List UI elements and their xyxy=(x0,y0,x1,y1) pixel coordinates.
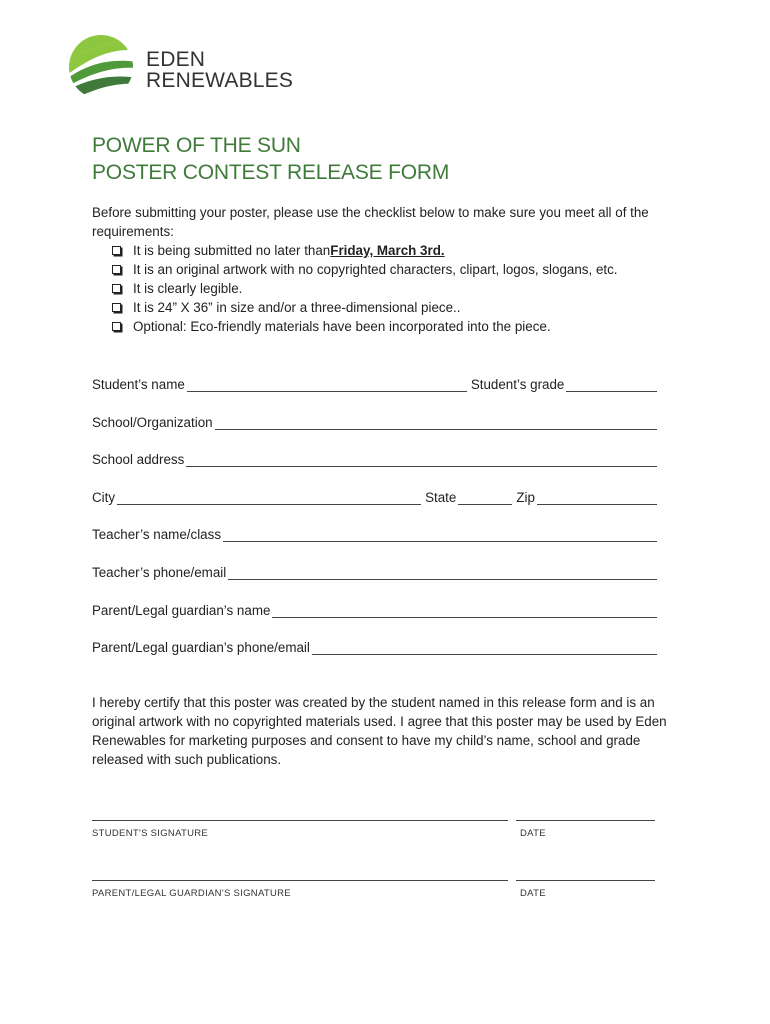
school-field[interactable] xyxy=(215,416,657,430)
form-fields xyxy=(92,373,657,674)
teacher-name-field[interactable] xyxy=(223,528,657,542)
title-line-2: POSTER CONTEST RELEASE FORM xyxy=(92,161,450,184)
checklist-item xyxy=(112,260,682,279)
teacher-name-row xyxy=(92,523,657,542)
checkbox-icon[interactable] xyxy=(112,246,121,255)
guardian-signature-field[interactable] xyxy=(92,880,508,881)
student-name-field[interactable] xyxy=(187,378,467,392)
leaf-sun-logo-icon xyxy=(68,34,138,100)
state-label: State xyxy=(425,489,457,505)
school-row xyxy=(92,411,657,430)
checklist-item-text: It is being submitted no later than xyxy=(133,243,331,258)
state-field[interactable] xyxy=(458,491,512,505)
intro-text: Before submitting your poster, please use the checklist below to make sure you meet all of the requirements: xyxy=(92,205,649,239)
teacher-contact-field[interactable] xyxy=(228,566,657,580)
guardian-contact-field[interactable] xyxy=(312,641,657,655)
student-grade-field[interactable] xyxy=(566,378,657,392)
guardian-name-row xyxy=(92,599,657,618)
city-field[interactable] xyxy=(117,491,421,505)
guardian-date-field[interactable] xyxy=(516,880,655,881)
school-label: School/Organization xyxy=(92,414,213,430)
checkbox-icon[interactable] xyxy=(112,284,121,293)
logo-line-2: RENEWABLES xyxy=(146,69,294,92)
checklist-item-text: It is 24” X 36” in size and/or a three-dimensional piece.. xyxy=(133,300,461,315)
intro-section xyxy=(92,203,682,336)
teacher-contact-row xyxy=(92,561,657,580)
teacher-name-label: Teacher’s name/class xyxy=(92,527,222,543)
title-line-1: POWER OF THE SUN xyxy=(92,134,301,157)
certification-paragraph: I hereby certify that this poster was created by the student named in this release form and is an original artwork with no copyrighted materials used. I agree that this poster may be used by Eden Renewables for marketing purposes and consent to have my child’s name, school and grade released with such publications. xyxy=(92,695,667,767)
requirements-checklist xyxy=(92,241,682,336)
checklist-item xyxy=(112,298,682,317)
checkbox-icon[interactable] xyxy=(112,322,121,331)
school-address-label: School address xyxy=(92,452,185,468)
city-row xyxy=(92,486,657,505)
checklist-item-text: It is an original artwork with no copyrighted characters, clipart, logos, slogans, etc. xyxy=(133,262,618,277)
checkbox-icon[interactable] xyxy=(112,303,121,312)
address-row xyxy=(92,448,657,467)
teacher-contact-label: Teacher’s phone/email xyxy=(92,564,227,580)
student-name-label: Student’s name xyxy=(92,377,185,392)
city-label: City xyxy=(92,489,116,505)
checklist-item-text: It is clearly legible. xyxy=(133,281,243,296)
student-row xyxy=(92,373,657,392)
guardian-name-label: Parent/Legal guardian’s name xyxy=(92,602,271,618)
student-date-field[interactable] xyxy=(516,820,655,821)
student-signature-field[interactable] xyxy=(92,820,508,821)
zip-field[interactable] xyxy=(537,491,657,505)
deadline-date: Friday, March 3rd. xyxy=(330,243,445,258)
guardian-signature-label: PARENT/LEGAL GUARDIAN'S SIGNATURE xyxy=(92,888,291,899)
guardian-date-label: DATE xyxy=(520,888,546,899)
student-grade-label: Student’s grade xyxy=(470,377,565,392)
checklist-item xyxy=(112,279,682,298)
guardian-contact-row xyxy=(92,636,657,655)
school-address-field[interactable] xyxy=(186,453,657,467)
logo-line-1: EDEN xyxy=(146,48,206,71)
guardian-contact-label: Parent/Legal guardian’s phone/email xyxy=(92,640,310,656)
checkbox-icon[interactable] xyxy=(112,265,121,274)
student-date-label: DATE xyxy=(520,828,546,839)
checklist-item xyxy=(112,317,682,336)
student-signature-label: STUDENT'S SIGNATURE xyxy=(92,828,209,839)
form-title xyxy=(92,132,449,186)
eden-renewables-logo xyxy=(68,34,308,104)
checklist-item xyxy=(112,241,682,260)
zip-label: Zip xyxy=(516,489,535,505)
checklist-item-text: Optional: Eco-friendly materials have been incorporated into the piece. xyxy=(133,319,551,334)
guardian-name-field[interactable] xyxy=(272,604,657,618)
